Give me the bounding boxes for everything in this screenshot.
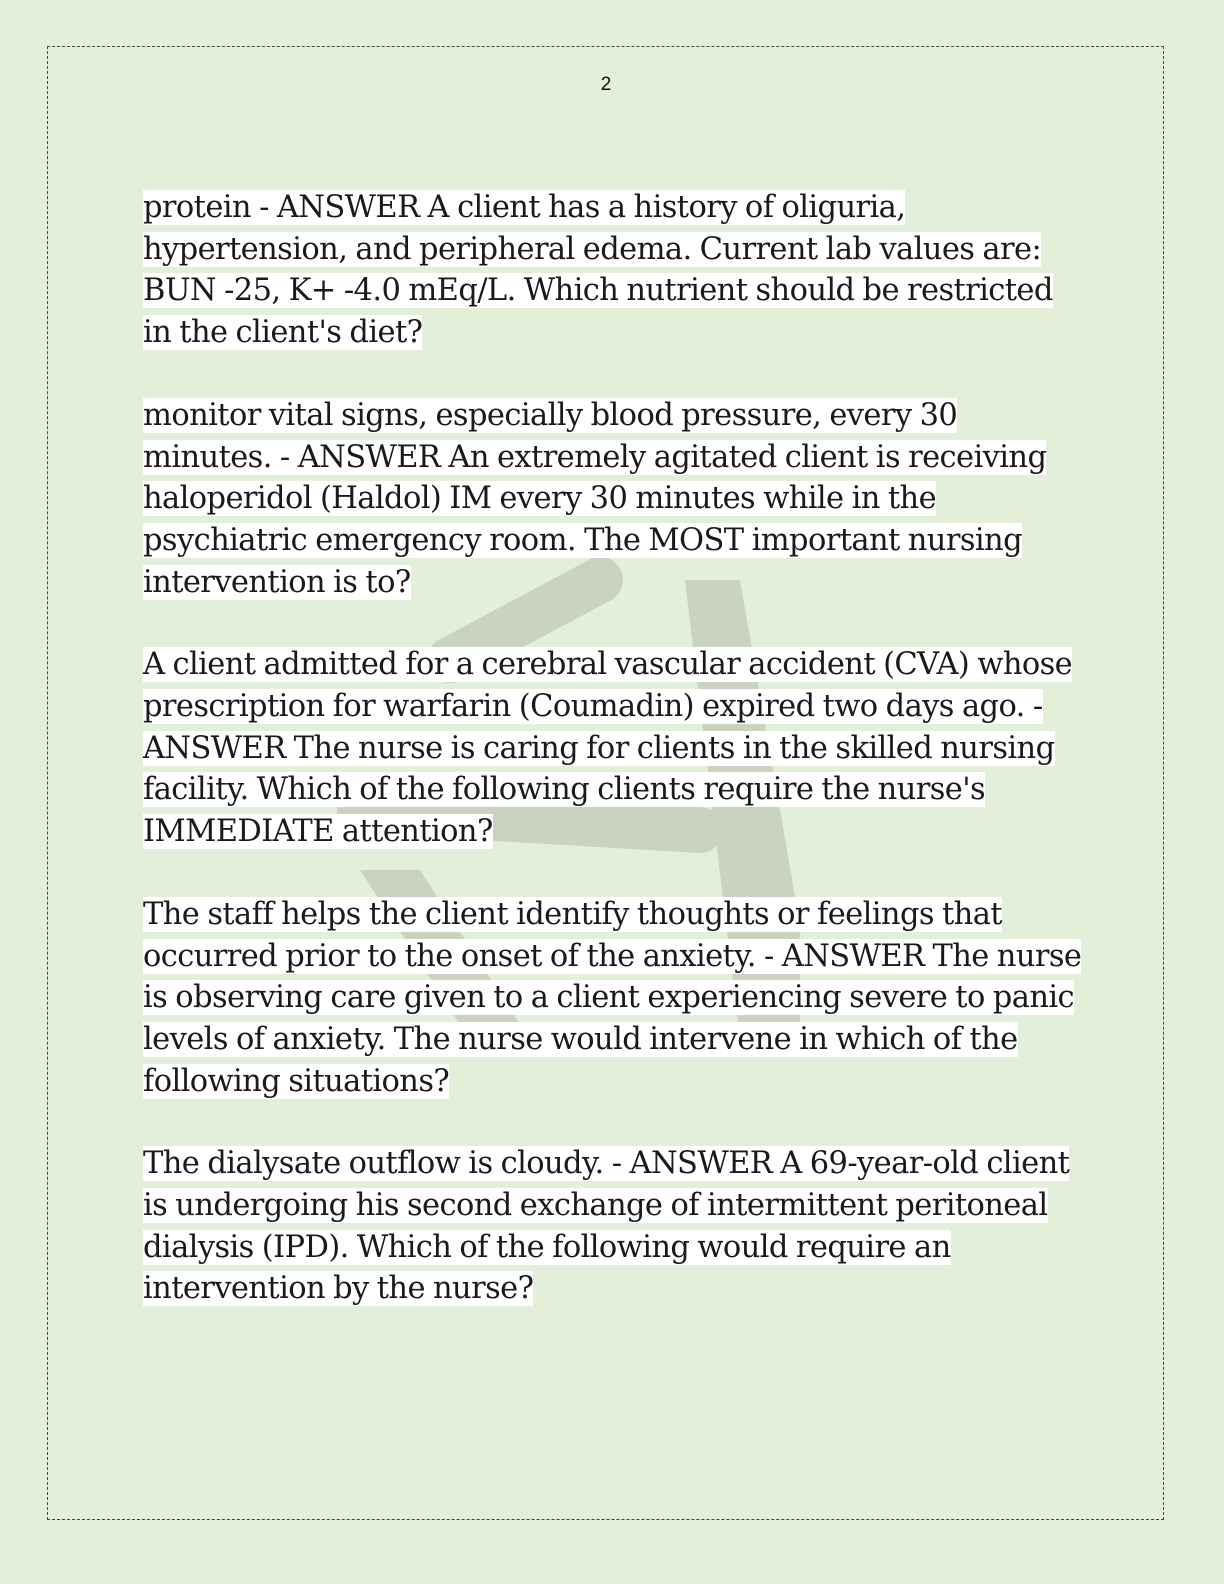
qa-entry-text: protein - ANSWER A client has a history of oliguria, hypertension, and peripheral edema. Current lab values are: BUN -25, K+ -4.0 mEq/L. Which nutrient should be restricted in the client's diet? [143, 190, 1053, 351]
qa-entry-text: The dialysate outflow is cloudy. - ANSWER A 69-year-old client is undergoing his second exchange of intermittent peritoneal dialysis (IPD). Which of the following would require an intervention by the nurse? [143, 1146, 1070, 1307]
qa-entry-text: A client admitted for a cerebral vascular accident (CVA) whose prescription for warfarin (Coumadin) expired two days ago. - ANSWER The nurse is caring for clients in the skilled nursing facility. Which of the following clients require the nurse's IMMEDIATE attention? [143, 647, 1073, 850]
qa-entry-text: monitor vital signs, especially blood pressure, every 30 minutes. - ANSWER An extremely agitated client is receiving haloperidol (Haldol) IM every 30 minutes while in the psychiatric emergency room. The MOST important nursing intervention is to? [143, 397, 1047, 600]
qa-entry [143, 187, 1083, 354]
qa-entry [143, 894, 1083, 1103]
page-number: 2 [600, 74, 612, 95]
qa-entry [143, 1143, 1083, 1310]
qa-entry-text: The staff helps the client identify thoughts or feelings that occurred prior to the onset of the anxiety. - ANSWER The nurse is observing care given to a client experiencing severe to panic levels of anxiety. The nurse would intervene in which of the following situations? [143, 896, 1082, 1099]
document-content [143, 187, 1083, 1351]
qa-entry [143, 644, 1083, 853]
qa-entry [143, 395, 1083, 604]
